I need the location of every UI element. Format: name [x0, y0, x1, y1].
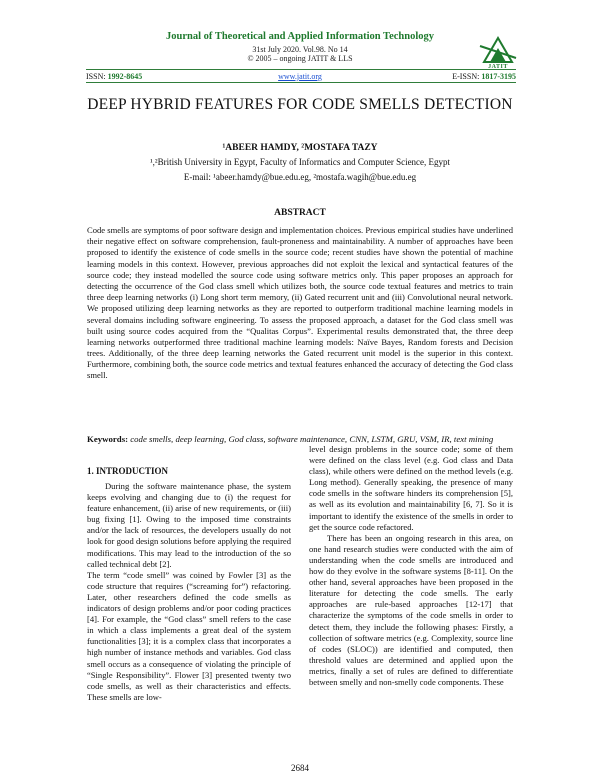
eissn-value: 1817-3195 [481, 72, 516, 81]
abstract-text: Code smells are symptoms of poor software design and implementation choices. Previous empirical studies have underlined their negative effect on software comprehension, fault-proneness and maintainability. A number of approaches have been proposed to identify the existence of code smells in the source code; recent studies have shown the potential of machine learning models in this context. However, previous approaches did not exploit the lexical and syntactical features of the source code; they instead modelled the source code using software metrics only. This paper proposes an approach for detecting the occurrence of the God class smell which utilizes both, the source code textual features and metrics to train three deep learning networks (i) Long short term memory, (ii) Gated recurrent unit and (iii) Convolutional neural network. We proposed utilizing deep learning networks as they are reported to outperform traditional machine learning models in several domains including software engineering. To assess the proposed approach, a dataset for the God class smell was built using source codes acquired from the “Qualitas Corpus”. Experimental results demonstrated that, the three deep learning networks outperformed three traditional machine learning models: Naïve Bayes, Random forests and Decision trees. Additionally, of the three deep learning networks the Gated recurrent unit model is the superior in this context. Furthermore, combining both, the source code metrics and textual features enhanced the accuracy of detecting the God class smell. [87, 225, 513, 381]
email: E-mail: ¹abeer.hamdy@bue.edu.eg, ²mostafa.wagih@bue.edu.eg [183, 172, 417, 182]
keywords-label: Keywords: [87, 434, 129, 444]
intro-paragraph-1: During the software maintenance phase, the system keeps evolving and changing due to (i) the request for feature enhancement, (ii) arise of new requirements, or (iii) bug fixing [1]. Owing to the imposed time constraints and/or the lack of resources, the developers usually do not look for good design solutions before applying the required modifications. This may lead to the introduction of the so called technical debt [2]. [87, 481, 291, 569]
column-left [87, 481, 291, 703]
website-link[interactable]: www.jatit.org [278, 72, 322, 81]
issue-date: 31st July 2020. Vol.98. No 14 [252, 45, 348, 54]
page-number: 2684 [291, 763, 309, 773]
issn [86, 72, 142, 81]
jatit-logo-icon [478, 32, 518, 66]
copyright: © 2005 – ongoing JATIT & LLS [247, 54, 353, 63]
keywords-list: code smells, deep learning, God class, software maintenance, CNN, LSTM, GRU, VSM, IR, text mining [130, 434, 494, 444]
abstract-heading: ABSTRACT [274, 208, 326, 218]
intro-paragraph-4: There has been an ongoing research in this area, on one hand research studies were conducted with the aim of understanding when the code smells are introduced and how do they evolve in the software systems [8-11]. On the other hand, several approaches have been proposed in the literature for detecting the code smells. The early approaches are rule-based approaches [12-17] that characterize the symptoms of the code smells in order to detect them, they include the following phases: Firstly, a collection of software metrics (e.g. Complexity, source line of codes (SLOC)) are identified and computed, then threshold values are determined and applied upon the metrics, finally a set of rules are defined to differentiate between smelly and non-smelly code components. These [309, 532, 513, 687]
eissn-label: E-ISSN: [452, 72, 480, 81]
header-rule-top [86, 69, 516, 70]
logo-text: JATIT [488, 64, 508, 70]
intro-paragraph-2: The term “code smell” was coined by Fowler [3] as the code structure that requires (“screaming for”) refactoring. Later, other researchers defined the code smells as indicators of design problems and/or poor coding practices [4]. For example, the “God class” smell refers to the case in which a class implements a great deal of the system functionalities [3]; it is a complex class that incorporates a high number of instance methods and variables. God class smell occurs as a consequence of violating the principle of “Single Responsibility”. Flower [3] presented twenty two code smells, as well as their characteristics and effects. These smells are low- [87, 569, 291, 702]
header-rule-bottom [86, 82, 516, 83]
section-heading: 1. INTRODUCTION [87, 466, 169, 476]
column-right [309, 444, 513, 688]
issn-value: 1992-8645 [107, 72, 143, 81]
authors: ¹ABEER HAMDY, ²MOSTAFA TAZY [222, 143, 378, 153]
eissn [452, 72, 516, 81]
issn-label: ISSN: [86, 72, 106, 81]
affiliation: ¹,²British University in Egypt, Faculty of Informatics and Computer Science, Egypt [149, 157, 451, 167]
intro-paragraph-3: level design problems in the source code; some of them were defined on the class level (e.g. God class and Data class), while others were defined on the method levels (e.g. Long method). Generally speaking, the presence of many code smells in the software hinders its comprehension [5], as well as its evolution and maintainability [6, 7]. So it is important to identify the existence of the smells in order to get the source code refactored. [309, 444, 513, 532]
journal-title: Journal of Theoretical and Applied Information Technology [166, 31, 434, 42]
paper-title: DEEP HYBRID FEATURES FOR CODE SMELLS DETECTION [87, 96, 513, 113]
